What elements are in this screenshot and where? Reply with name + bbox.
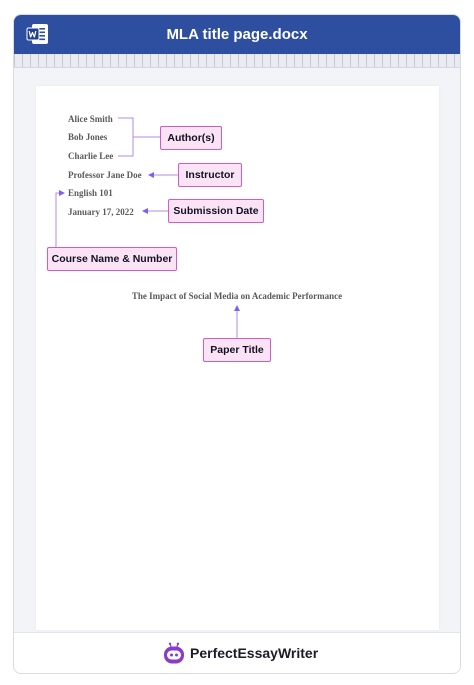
author-line-2: Bob Jones [68,132,108,142]
robot-logo-icon [162,642,186,666]
callout-submission-date: Submission Date [168,199,264,223]
brand-name: PerfectEssayWriter [190,645,319,661]
paper-title-line: The Impact of Social Media on Academic Performance [131,291,343,301]
callout-course: Course Name & Number [47,247,177,271]
author-line-3: Charlie Lee [68,151,114,161]
footer [14,632,460,674]
author-line-1: Alice Smith [68,114,113,124]
ruler [14,54,460,68]
document-title: MLA title page.docx [166,26,308,43]
callout-authors: Author(s) [160,126,222,150]
callout-instructor: Instructor [178,163,242,187]
title-bar [14,15,460,54]
callout-paper-title: Paper Title [203,338,271,362]
instructor-line: Professor Jane Doe [68,170,142,180]
course-line: English 101 [68,188,113,198]
date-line: January 17, 2022 [68,207,134,217]
